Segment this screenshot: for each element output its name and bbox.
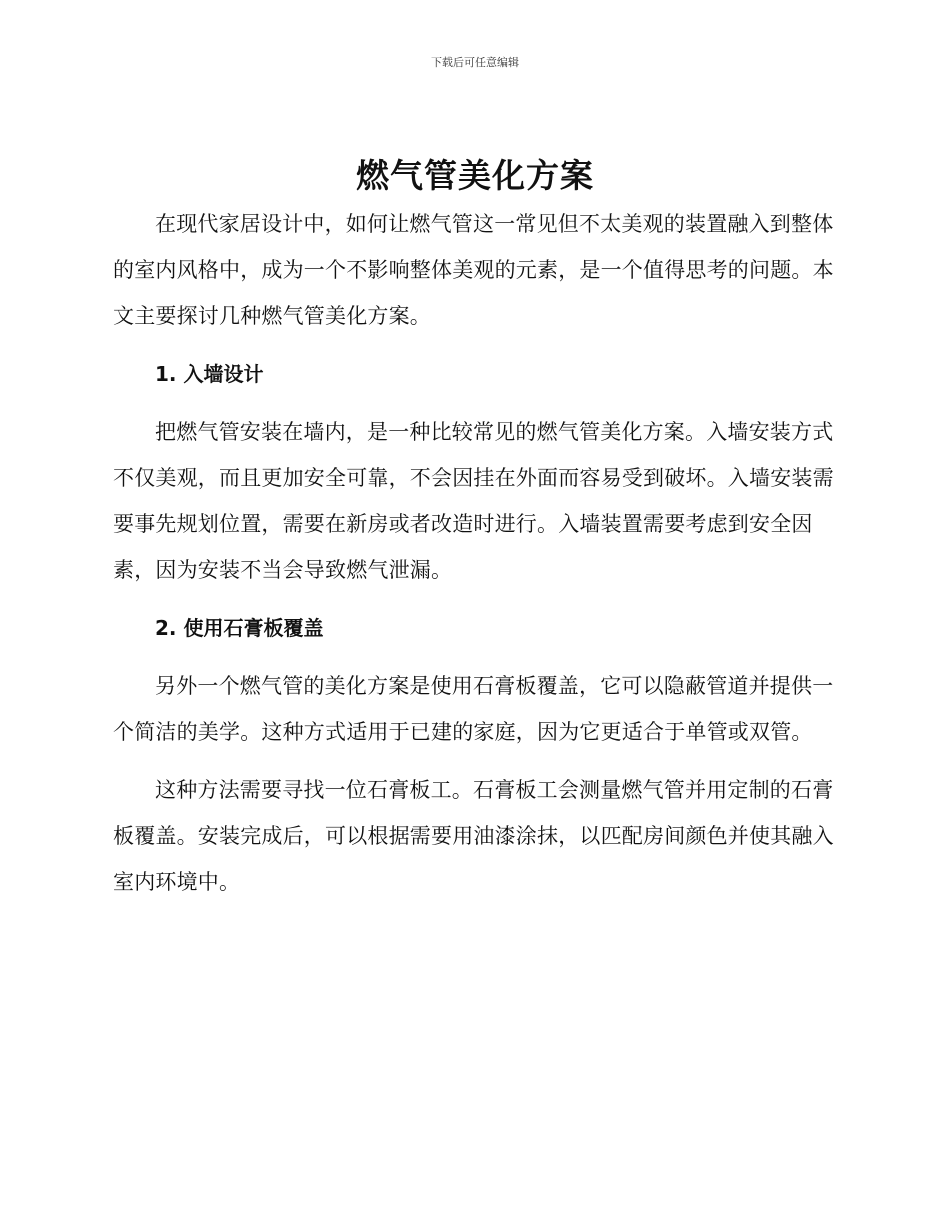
section-1-paragraph: 把燃气管安装在墙内，是一种比较常见的燃气管美化方案。入墙安装方式不仅美观，而且更加安全可靠，不会因挂在外面而容易受到破坏。入墙安装需要事先规划位置，需要在新房或者改造时进行。入墙装置需要考虑到安全因素，因为安装不当会导致燃气泄漏。	[113, 420, 834, 582]
intro-paragraph: 在现代家居设计中，如何让燃气管这一常见但不太美观的装置融入到整体的室内风格中，成为一个不影响整体美观的元素，是一个值得思考的问题。本文主要探讨几种燃气管美化方案。	[113, 212, 834, 328]
header-note: 下载后可任意编辑	[431, 56, 519, 69]
paragraph-gap	[113, 755, 835, 767]
document-title: 燃气管美化方案	[356, 156, 594, 195]
document-body	[113, 201, 835, 905]
section-2-paragraph-1: 另外一个燃气管的美化方案是使用石膏板覆盖，它可以隐蔽管道并提供一个简洁的美学。这种方式适用于已建的家庭，因为它更适合于单管或双管。	[113, 674, 834, 744]
section-heading-gypsum-cover: 2. 使用石膏板覆盖	[155, 616, 324, 640]
section-2-paragraph-2: 这种方法需要寻找一位石膏板工。石膏板工会测量燃气管并用定制的石膏板覆盖。安装完成后，可以根据需要用油漆涂抹，以匹配房间颜色并使其融入室内环境中。	[113, 778, 834, 894]
section-heading-wall-embedded: 1. 入墙设计	[155, 362, 264, 386]
